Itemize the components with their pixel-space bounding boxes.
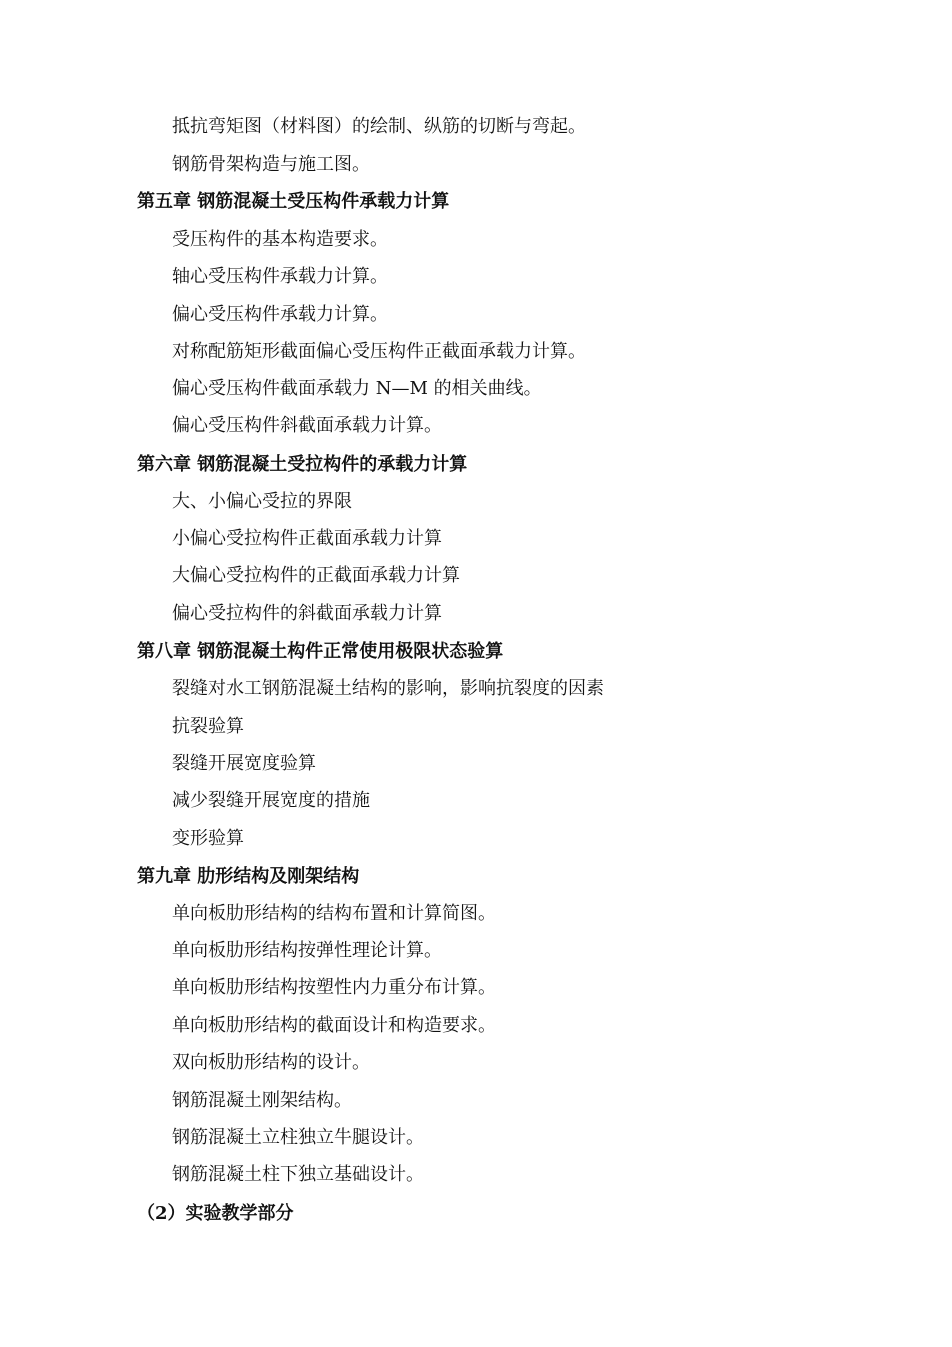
- list-item: 减少裂缝开展宽度的措施: [172, 790, 370, 811]
- list-item: 大偏心受拉构件的正截面承载力计算: [172, 565, 460, 586]
- list-item: 钢筋混凝土柱下独立基础设计。: [172, 1164, 424, 1185]
- chapter-heading: 第五章 钢筋混凝土受压构件承载力计算: [137, 191, 450, 212]
- list-item: 对称配筋矩形截面偏心受压构件正截面承载力计算。: [172, 341, 586, 362]
- list-item: 偏心受压构件斜截面承载力计算。: [172, 415, 442, 436]
- list-item: 偏心受压构件承载力计算。: [172, 304, 388, 325]
- chapter-heading: 第八章 钢筋混凝土构件正常使用极限状态验算: [137, 641, 504, 662]
- list-item: 偏心受拉构件的斜截面承载力计算: [172, 603, 442, 624]
- list-item: 抗裂验算: [172, 716, 244, 737]
- list-item: 钢筋混凝土刚架结构。: [172, 1090, 352, 1111]
- list-item: 单向板肋形结构的结构布置和计算简图。: [172, 903, 496, 924]
- list-item: 裂缝开展宽度验算: [172, 753, 316, 774]
- chapter-heading: 第九章 肋形结构及刚架结构: [137, 866, 360, 887]
- list-item: 轴心受压构件承载力计算。: [172, 266, 388, 287]
- list-item: 钢筋混凝土立柱独立牛腿设计。: [172, 1127, 424, 1148]
- list-item: 双向板肋形结构的设计。: [172, 1052, 370, 1073]
- section-title: （2）实验教学部分: [137, 1203, 294, 1224]
- list-item: 单向板肋形结构的截面设计和构造要求。: [172, 1015, 496, 1036]
- list-item: 单向板肋形结构按塑性内力重分布计算。: [172, 977, 496, 998]
- list-item: 变形验算: [172, 828, 244, 849]
- list-item: 偏心受压构件截面承载力 N—M 的相关曲线。: [172, 378, 542, 399]
- intro-item: 钢筋骨架构造与施工图。: [172, 154, 370, 175]
- list-item: 小偏心受拉构件正截面承载力计算: [172, 528, 442, 549]
- list-item: 大、小偏心受拉的界限: [172, 491, 352, 512]
- list-item: 单向板肋形结构按弹性理论计算。: [172, 940, 442, 961]
- list-item: 裂缝对水工钢筋混凝土结构的影响，影响抗裂度的因素: [172, 678, 604, 699]
- chapter-heading: 第六章 钢筋混凝土受拉构件的承载力计算: [137, 454, 468, 475]
- intro-item: 抵抗弯矩图（材料图）的绘制、纵筋的切断与弯起。: [172, 116, 586, 137]
- list-item: 受压构件的基本构造要求。: [172, 229, 388, 250]
